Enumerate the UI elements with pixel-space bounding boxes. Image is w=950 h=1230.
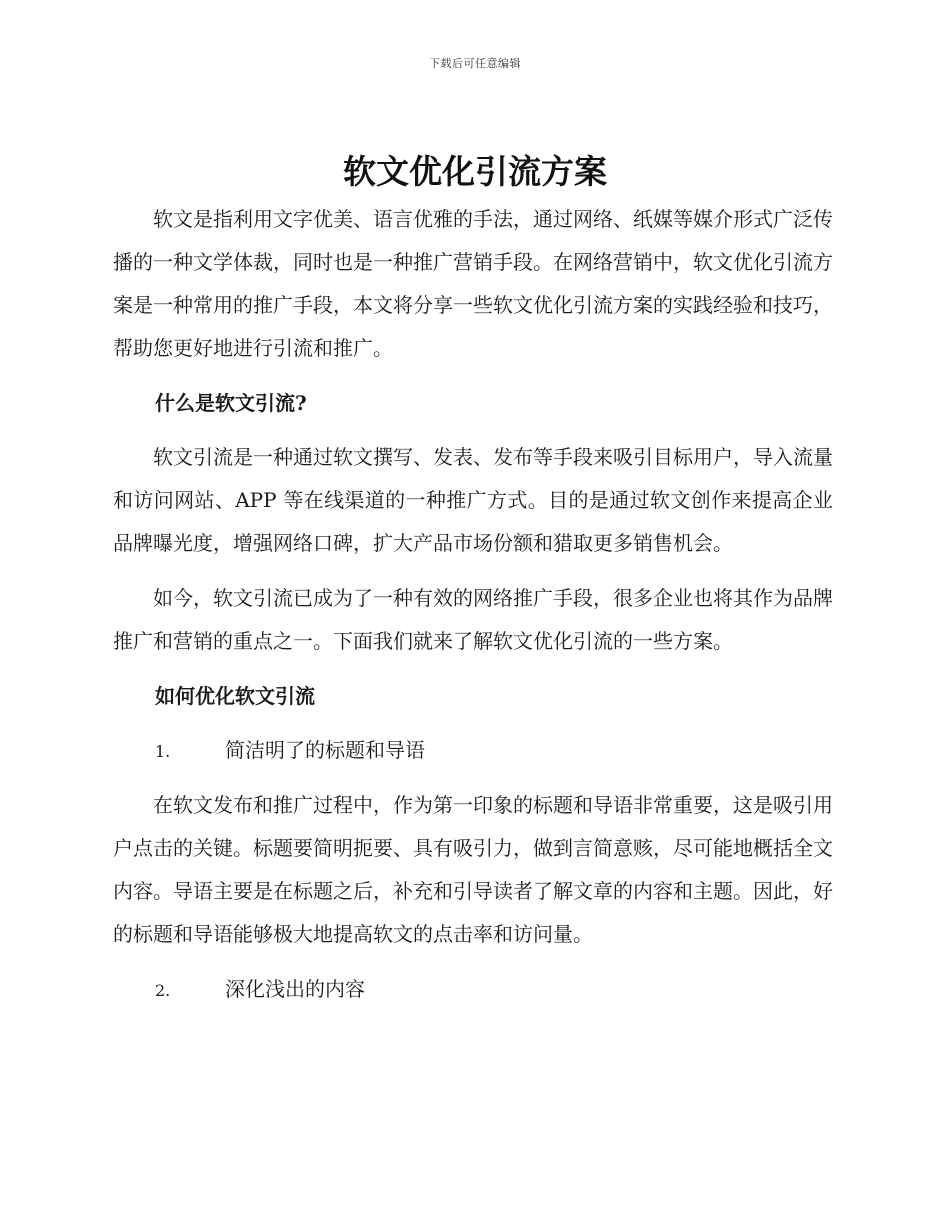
item1-paragraph: 在软文发布和推广过程中，作为第一印象的标题和导语非常重要，这是吸引用户点击的关键。标题要简明扼要、具有吸引力，做到言简意赅，尽可能地概括全文内容。导语主要是在标题之后，补充和引导读者了解文章的内容和主题。因此，好的标题和导语能够极大地提高软文的点击率和访问量。 <box>113 793 833 946</box>
list-item-2-number: 2. <box>155 981 171 1000</box>
document-body <box>113 198 833 1012</box>
list-item-2 <box>113 968 833 1012</box>
list-item-2-title: 深化浅出的内容 <box>225 977 365 1001</box>
section-heading-how-to-optimize: 如何优化软文引流 <box>155 684 315 708</box>
section1-paragraph-2: 如今，软文引流已成为了一种有效的网络推广手段，很多企业也将其作为品牌推广和营销的重点之一。下面我们就来了解软文优化引流的一些方案。 <box>113 586 833 653</box>
document-title: 软文优化引流方案 <box>343 152 607 191</box>
list-item-1-title: 简洁明了的标题和导语 <box>225 738 425 762</box>
section1-paragraph-1: 软文引流是一种通过软文撰写、发表、发布等手段来吸引目标用户，导入流量和访问网站、APP 等在线渠道的一种推广方式。目的是通过软文创作来提高企业品牌曝光度，增强网络口碑，扩大产品市场份额和猎取更多销售机会。 <box>113 445 833 555</box>
intro-paragraph: 软文是指利用文字优美、语言优雅的手法，通过网络、纸媒等媒介形式广泛传播的一种文学体裁，同时也是一种推广营销手段。在网络营销中，软文优化引流方案是一种常用的推广手段，本文将分享一些软文优化引流方案的实践经验和技巧，帮助您更好地进行引流和推广。 <box>113 207 833 360</box>
header-note: 下载后可任意编辑 <box>429 57 521 70</box>
list-item-1 <box>113 729 833 773</box>
section-heading-what-is: 什么是软文引流? <box>155 391 307 415</box>
list-item-1-number: 1. <box>155 742 171 761</box>
